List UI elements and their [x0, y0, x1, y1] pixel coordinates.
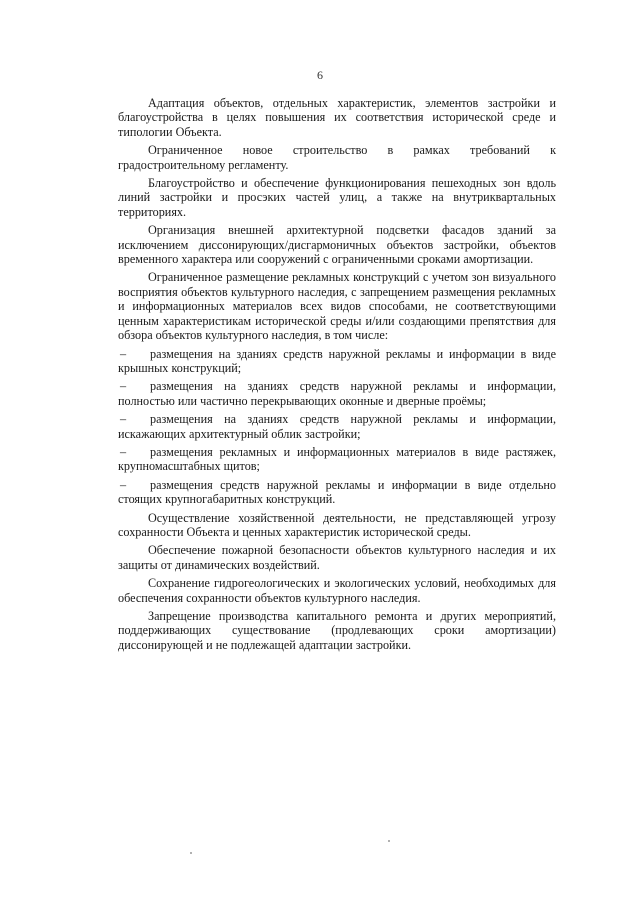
paragraph: Организация внешней архитектурной подсветки фасадов зданий за исключением диссонирующих/дисгармоничных объектов застройки, объектов временного характера или сооружений с ограниченными сроками амортизации.: [118, 223, 556, 267]
list-item: [118, 379, 556, 408]
list-dash: –: [120, 346, 127, 361]
list-item-text: размещения на зданиях средств наружной рекламы и информации, искажающих архитектурный облик застройки;: [118, 412, 556, 441]
paragraph: Ограниченное новое строительство в рамках требований к градостроительному регламенту.: [118, 143, 556, 172]
list-item: [118, 412, 556, 441]
paragraph: Обеспечение пожарной безопасности объектов культурного наследия и их защиты от динамических воздействий.: [118, 543, 556, 572]
list-item-text: размещения средств наружной рекламы и информации в виде отдельно стоящих крупногабаритных конструкций.: [118, 477, 556, 507]
list-dash: –: [120, 412, 127, 427]
document-body: [118, 96, 556, 656]
list-dash: –: [120, 444, 127, 459]
list-item: [118, 347, 556, 376]
paragraph: Благоустройство и обеспечение функционирования пешеходных зон вдоль линий застройки и просэких частей улиц, а также на внутриквартальных территориях.: [118, 176, 556, 219]
paragraph: Сохранение гидрогеологических и экологических условий, необходимых для обеспечения сохранности объектов культурного наследия.: [118, 576, 556, 605]
list-item-text: размещения на зданиях средств наружной рекламы и информации, полностью или частично перекрывающих оконные и дверные проёмы;: [118, 379, 556, 408]
page-number: 6: [317, 68, 323, 82]
list-item: [118, 478, 556, 507]
list-item: [118, 445, 556, 474]
scan-speck: [388, 840, 390, 842]
paragraph: Ограниченное размещение рекламных конструкций с учетом зон визуального восприятия объектов культурного наследия, с запрещением размещения рекламных и информационных материалов всех видов способами, не соответствующими ценным характеристикам исторической среды и/или создающими препятствия для обзора объектов культурного наследия, в том числе:: [118, 270, 556, 343]
paragraph: Осуществление хозяйственной деятельности, не представляющей угрозу сохранности Объекта и ценных характеристик исторической среды.: [118, 510, 556, 539]
list-dash: –: [120, 379, 127, 394]
paragraph: Адаптация объектов, отдельных характеристик, элементов застройки и благоустройства в целях повышения их соответствия исторической среде и типологии Объекта.: [118, 96, 556, 139]
scan-speck: [190, 852, 192, 854]
list-item-text: размещения рекламных и информационных материалов в виде растяжек, крупномасштабных щитов;: [118, 444, 556, 474]
list-dash: –: [120, 477, 127, 492]
paragraph: Запрещение производства капитального ремонта и других мероприятий, поддерживающих существование (продлевающих сроки амортизации) диссонирующей и не подлежащей адаптации застройки.: [118, 609, 556, 652]
list-item-text: размещения на зданиях средств наружной рекламы и информации в виде крышных конструкций;: [118, 346, 556, 375]
